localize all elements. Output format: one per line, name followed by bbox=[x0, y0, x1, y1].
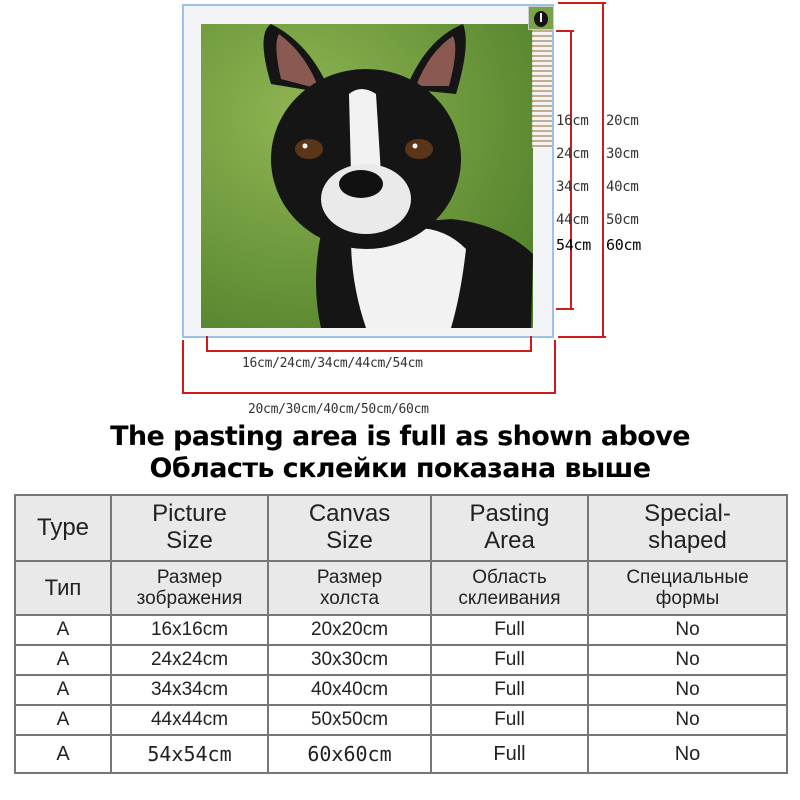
canvas-height-cap-bottom bbox=[558, 336, 606, 338]
picture-width-cap-left bbox=[206, 336, 208, 352]
canvas-width-label: 20cm/30cm/40cm/50cm/60cm bbox=[248, 402, 429, 417]
dog-thumbnail bbox=[528, 6, 554, 30]
header-picture-size-ru: Размер зображения bbox=[111, 561, 268, 615]
picture-size-label: 16cm bbox=[556, 113, 589, 129]
size-table bbox=[14, 494, 788, 774]
picture-height-line bbox=[570, 30, 572, 310]
canvas-size-label: 60cm bbox=[606, 236, 641, 254]
canvas-size-cell: 60x60cm bbox=[268, 735, 431, 773]
header-pasting-area: Pasting Area bbox=[431, 495, 588, 561]
picture-size-label: 54cm bbox=[556, 236, 591, 254]
header-picture-size: Picture Size bbox=[111, 495, 268, 561]
picture-size-cell: 44x44cm bbox=[111, 705, 268, 735]
pasting-area-cell: Full bbox=[431, 645, 588, 675]
picture-size-cell: 24x24cm bbox=[111, 645, 268, 675]
picture-height-cap-top bbox=[556, 30, 574, 32]
dog-photo bbox=[201, 24, 533, 328]
canvas-size-cell: 40x40cm bbox=[268, 675, 431, 705]
header-canvas-size-ru: Размер холста bbox=[268, 561, 431, 615]
table-row bbox=[15, 735, 787, 773]
canvas-size-label: 20cm bbox=[606, 113, 639, 129]
picture-size-label: 34cm bbox=[556, 179, 589, 195]
picture-size-cell: 34x34cm bbox=[111, 675, 268, 705]
special-shaped-cell: No bbox=[588, 735, 787, 773]
picture-width-cap-right bbox=[530, 336, 532, 352]
canvas-size-cell: 20x20cm bbox=[268, 615, 431, 645]
canvas-size-cell: 30x30cm bbox=[268, 645, 431, 675]
header-special-shaped-ru: Специальные формы bbox=[588, 561, 787, 615]
table-row bbox=[15, 615, 787, 645]
special-shaped-cell: No bbox=[588, 675, 787, 705]
picture-width-label: 16cm/24cm/34cm/44cm/54cm bbox=[242, 356, 423, 371]
pasting-note-english: The pasting area is full as shown above bbox=[110, 421, 690, 452]
picture-size-label: 44cm bbox=[556, 212, 589, 228]
type-cell: A bbox=[15, 735, 111, 773]
header-type: Type bbox=[15, 495, 111, 561]
type-cell: A bbox=[15, 675, 111, 705]
special-shaped-cell: No bbox=[588, 705, 787, 735]
pasting-area-cell: Full bbox=[431, 615, 588, 645]
canvas-height-line bbox=[602, 2, 604, 338]
table-header-row-russian bbox=[15, 561, 787, 615]
header-canvas-size: Canvas Size bbox=[268, 495, 431, 561]
type-cell: A bbox=[15, 615, 111, 645]
canvas-size-label: 40cm bbox=[606, 179, 639, 195]
pasting-note-russian: Область склейки показана выше bbox=[149, 453, 651, 484]
picture-size-cell: 54x54cm bbox=[111, 735, 268, 773]
header-special-shaped: Special- shaped bbox=[588, 495, 787, 561]
thumbnail-strip bbox=[532, 30, 552, 148]
canvas-size-label: 30cm bbox=[606, 146, 639, 162]
special-shaped-cell: No bbox=[588, 645, 787, 675]
canvas-width-cap-left bbox=[182, 340, 184, 394]
canvas-width-cap-right bbox=[554, 340, 556, 394]
picture-height-cap-bottom bbox=[556, 308, 574, 310]
canvas-size-cell: 50x50cm bbox=[268, 705, 431, 735]
table-row bbox=[15, 645, 787, 675]
picture-size-label: 24cm bbox=[556, 146, 589, 162]
table-header-row bbox=[15, 495, 787, 561]
canvas-height-cap-top bbox=[558, 2, 606, 4]
header-type-ru: Тип bbox=[15, 561, 111, 615]
canvas-size-label: 50cm bbox=[606, 212, 639, 228]
canvas-width-line bbox=[182, 392, 556, 394]
table-row bbox=[15, 675, 787, 705]
pasting-area-cell: Full bbox=[431, 705, 588, 735]
type-cell: A bbox=[15, 705, 111, 735]
pasting-area-cell: Full bbox=[431, 735, 588, 773]
picture-width-line bbox=[206, 350, 532, 352]
special-shaped-cell: No bbox=[588, 615, 787, 645]
picture-size-cell: 16x16cm bbox=[111, 615, 268, 645]
header-pasting-area-ru: Область склеивания bbox=[431, 561, 588, 615]
table-row bbox=[15, 705, 787, 735]
pasting-area-cell: Full bbox=[431, 675, 588, 705]
type-cell: A bbox=[15, 645, 111, 675]
